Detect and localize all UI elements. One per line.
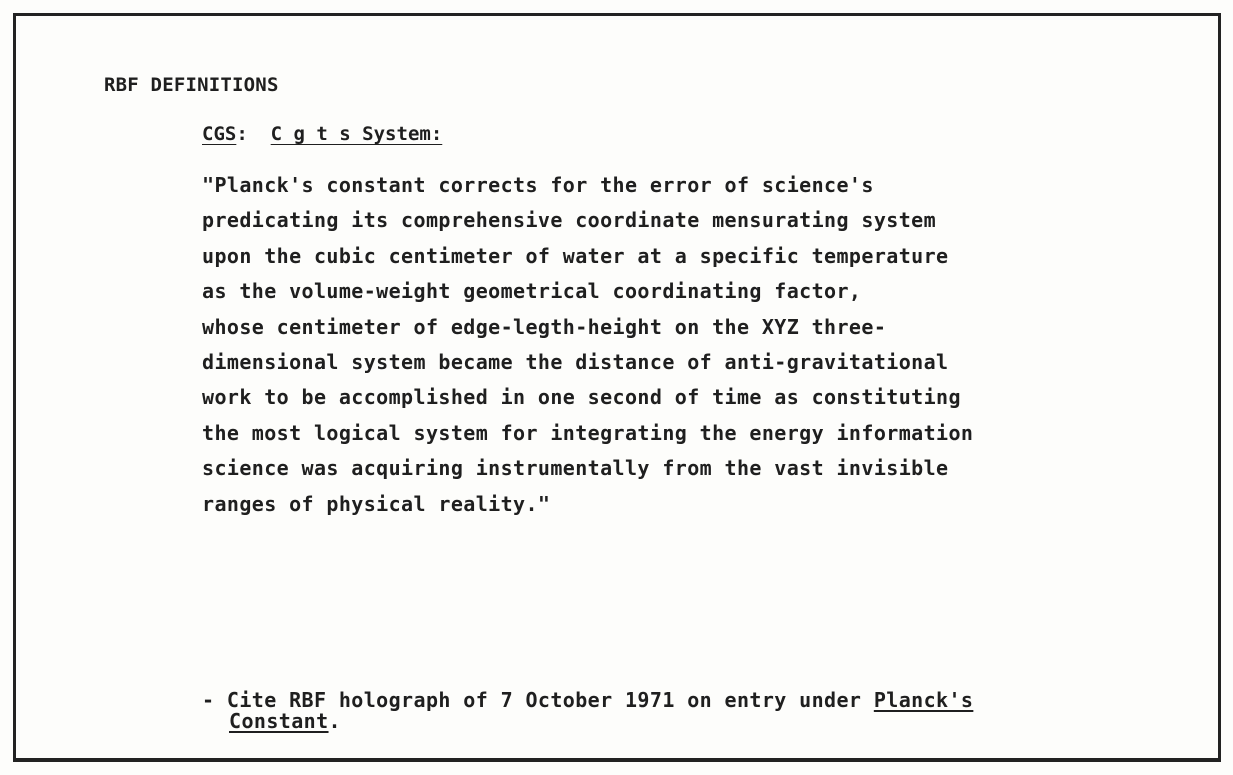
term-separator: :: [236, 123, 248, 145]
citation-suffix: .: [328, 709, 341, 733]
definition-quote: [202, 168, 1122, 522]
quote-line: "Planck's constant corrects for the error of science's: [202, 173, 874, 197]
page-heading: RBF DEFINITIONS: [104, 74, 279, 96]
quote-line: upon the cubic centimeter of water at a specific temperature: [202, 243, 949, 268]
quote-line: whose centimeter of edge-legth-height on the XYZ three-: [202, 314, 887, 339]
citation-prefix: - Cite RBF holograph of 7 October 1971 on entry under: [202, 688, 862, 712]
term-subhead: [202, 123, 442, 145]
citation-line: [202, 690, 973, 710]
quote-line: ranges of physical reality.": [202, 491, 551, 516]
citation-reference-part2: Constant: [229, 709, 329, 733]
quote-line: science was acquiring instrumentally from the vast invisible: [202, 456, 949, 481]
quote-line: as the volume-weight geometrical coordinating factor,: [202, 279, 862, 304]
citation-continuation: [229, 711, 341, 731]
quote-line: the most logical system for integrating the energy information: [202, 420, 974, 445]
citation-reference-part1: Planck's: [873, 688, 974, 712]
term-title: C g t s System:: [270, 123, 443, 145]
quote-line: predicating its comprehensive coordinate mensurating system: [202, 208, 937, 233]
quote-line: dimensional system became the distance of anti-gravitational: [202, 349, 949, 374]
term-label: CGS: [202, 123, 237, 145]
quote-line: work to be accomplished in one second of time as constituting: [202, 385, 961, 410]
